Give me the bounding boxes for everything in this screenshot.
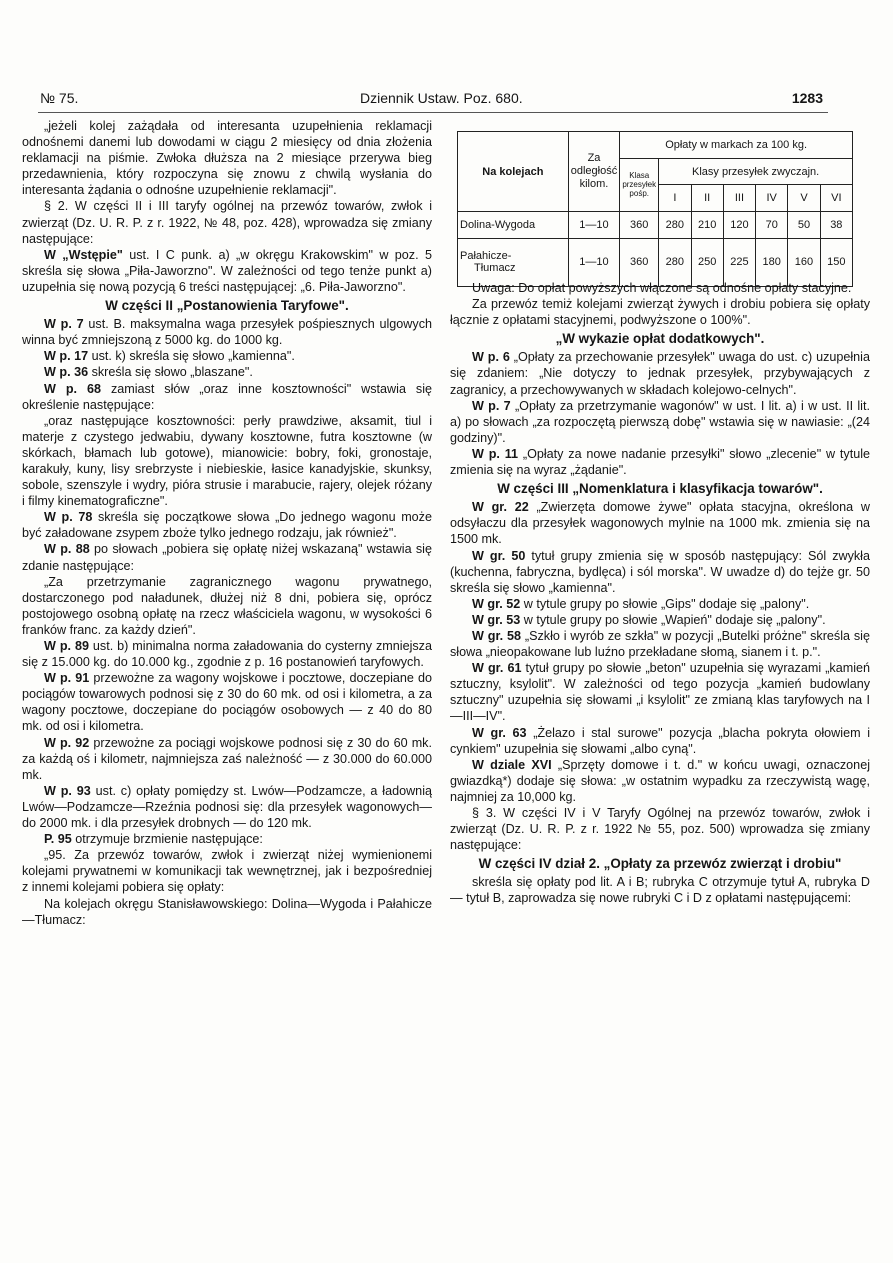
paragraph bbox=[22, 413, 432, 510]
paragraph bbox=[450, 280, 870, 296]
th-class: IV bbox=[756, 185, 788, 212]
fee-cell: 280 bbox=[659, 212, 691, 239]
th-railways: Na kolejach bbox=[458, 132, 569, 212]
paragraph-text: Za przewóz temiż kolejami zwierząt żywych i drobiu pobiera się opłaty łącznie z opłatami stacyjnemi, podwyższone o 100%". bbox=[450, 297, 870, 328]
paragraph-text: przewożne za wagony wojskowe i pocztowe, doczepiane do pociągów towarowych podnosi się z 30 do 60 mk. od osi i kilometra, a za wagony pocztowe, doczepiane do pociągów osobowych — z 40 do 80 mk. od osi i kilometra. bbox=[22, 671, 432, 734]
fee-cell: 180 bbox=[756, 238, 788, 286]
paragraph-lead: W p. 68 bbox=[44, 381, 101, 396]
right-column bbox=[450, 280, 870, 1260]
paragraph-lead: P. 95 bbox=[44, 832, 72, 847]
paragraph-text: w tytule grupy po słowie „Wapień" dodaje się „palony". bbox=[520, 612, 826, 627]
fee-cell: 120 bbox=[723, 212, 755, 239]
paragraph bbox=[450, 874, 870, 906]
journal-title: Dziennik Ustaw. Poz. 680. bbox=[360, 90, 523, 106]
paragraph-lead: W p. 89 bbox=[44, 639, 89, 653]
paragraph bbox=[450, 805, 870, 853]
paragraph-text: „Żelazo i stal surowe" pozycja „blacha pokryta ołowiem i cynkiem" uzupełnia się słowami „albo cyną". bbox=[450, 725, 870, 756]
paragraph-lead: W gr. 61 bbox=[472, 661, 522, 676]
issue-number: № 75. bbox=[40, 90, 79, 106]
section-heading: W części II „Postanowienia Taryfowe". bbox=[105, 298, 349, 314]
paragraph bbox=[450, 596, 870, 612]
paragraph bbox=[450, 628, 870, 660]
fee-cell: 70 bbox=[756, 212, 788, 239]
paragraph-lead: W gr. 53 bbox=[472, 612, 521, 627]
paragraph-text: skreśla się opłaty pod lit. A i B; rubryka C otrzymuje tytuł A, rubryka D — tytuł B, zaprowadza się nowe rubryki C i D z opłatami następującemi: bbox=[450, 875, 870, 906]
paragraph-lead: W p. 6 bbox=[472, 350, 510, 365]
paragraph bbox=[22, 783, 432, 831]
paragraph bbox=[22, 364, 432, 380]
paragraph-text: „95. Za przewóz towarów, zwłok i zwierząt niżej wymienionemi kolejami prywatnemi w komunikacji tak wewnętrznej, jak i bezpośredniej z innemi kolejami pobiera się opłaty: bbox=[22, 848, 432, 895]
paragraph-text: „Sprzęty domowe i t. d." w końcu uwagi, oznaczonej gwiazdką*) dodaje się słowa: „w ostatnim wypadku za rzeczywistą wagę, najmniej za 10,000 kg. bbox=[450, 757, 870, 804]
fee-cell: 160 bbox=[788, 238, 820, 286]
section-heading: „W wykazie opłat dodatkowych". bbox=[555, 331, 765, 347]
paragraph-text: ust. I C punk. a) „w okręgu Krakowskim" w poz. 5 skreśla się słowa „Piła-Jaworzno". W zależności od tego tenże punkt a) uzupełnia się nową pozycją 6 treści następującej: „6. Piła-Jaworzno". bbox=[22, 247, 432, 294]
paragraph bbox=[22, 247, 432, 295]
paragraph-lead: W gr. 50 bbox=[472, 548, 526, 563]
table-row bbox=[458, 212, 853, 239]
paragraph bbox=[450, 548, 870, 596]
paragraph bbox=[22, 670, 432, 734]
header-rule bbox=[38, 112, 828, 113]
paragraph bbox=[450, 725, 870, 757]
paragraph-text: „Opłaty za przechowanie przesyłek" uwaga do ust. c) uzupełnia się zdaniem: „Nie dotyczy to jednak przesyłek, przybywających z zagranicy, a przechowywanych w składach kolejowo-celnych". bbox=[450, 350, 870, 397]
th-class: II bbox=[691, 185, 723, 212]
paragraph-text: „Zwierzęta domowe żywe" opłata stacyjna, określona w odsyłaczu dla przesyłek wagonowych mylnie na 1000 mk. zmienia się na 1500 mk. bbox=[450, 500, 870, 547]
th-class-express: Klasa przesyłek pośp. bbox=[620, 158, 659, 211]
paragraph-lead: W p. 7 bbox=[472, 398, 511, 413]
section-heading: W części IV dział 2. „Opłaty za przewóz zwierząt i drobiu" bbox=[478, 856, 842, 872]
paragraph-lead: W p. 17 bbox=[44, 349, 89, 364]
page-number: 1283 bbox=[791, 90, 823, 106]
paragraph-text: Na kolejach okręgu Stanisławowskiego: Dolina—Wygoda i Pałahicze—Tłumacz: bbox=[22, 896, 432, 927]
paragraph bbox=[450, 296, 870, 328]
paragraph-text: po słowach „pobiera się opłatę niżej wskazaną" wstawia się zdanie następujące: bbox=[22, 542, 432, 573]
paragraph bbox=[22, 735, 432, 783]
paragraph-text: „oraz następujące kosztowności: perły prawdziwe, aksamit, tiul i materje z czystego jedwabiu, dywany kosztowne, futra kosztowne (w skórkach, błamach lub gotowe), mianowicie: bobry, foki, gronostaje, karakuły, kuny, lisy srebrzyste i niebieskie, łasice kanadyjskie, skunksy, sobole, szenszyle i wydry, pióra strusie i marabucie, rajery, olejek różany i filmy kinematograficzne". bbox=[22, 413, 432, 509]
distance-cell: 1—10 bbox=[568, 212, 619, 239]
distance-cell: 1—10 bbox=[568, 238, 619, 286]
fee-cell: 250 bbox=[691, 238, 723, 286]
paragraph-text: „Za przetrzymanie zagranicznego wagonu prywatnego, dostarczonego pod naładunek, dłużej niż 8 dni, pobiera się, oprócz postojowego osobną opłatę na rzecz właściciela wagonu, w wysokości 6 franków franc. za każdy dzień". bbox=[22, 574, 432, 637]
paragraph-text: ust. b) minimalna norma załadowania do cysterny zmniejsza się z 15.000 kg. do 10.000 kg., zgodnie z p. 16 postanowień taryfowych. bbox=[22, 639, 432, 670]
fee-cell: 150 bbox=[820, 238, 852, 286]
paragraph bbox=[450, 349, 870, 397]
left-column bbox=[22, 118, 432, 1258]
railway-name-line: Tłumacz bbox=[474, 262, 516, 275]
paragraph-lead: W gr. 52 bbox=[472, 596, 521, 611]
paragraph-lead: W gr. 63 bbox=[472, 725, 527, 740]
paragraph-lead: W p. 11 bbox=[472, 446, 519, 461]
paragraph bbox=[22, 198, 432, 246]
paragraph bbox=[450, 446, 870, 478]
th-fees: Opłaty w markach za 100 kg. bbox=[620, 132, 853, 159]
paragraph bbox=[22, 381, 432, 413]
section-heading: W części III „Nomenklatura i klasyfikacja towarów". bbox=[497, 481, 823, 497]
paragraph bbox=[22, 638, 432, 670]
paragraph-text: ust. B. maksymalna waga przesyłek pośpiesznych ulgowych winna być zmniejszoną z 5000 kg. do 1000 kg. bbox=[22, 317, 432, 348]
fee-table bbox=[457, 131, 853, 287]
paragraph bbox=[22, 316, 432, 348]
paragraph-lead: W p. 78 bbox=[44, 510, 93, 525]
paragraph-lead: W „Wstępie" bbox=[44, 247, 123, 262]
fee-cell: 38 bbox=[820, 212, 852, 239]
paragraph bbox=[450, 660, 870, 724]
fee-cell: 210 bbox=[691, 212, 723, 239]
paragraph bbox=[22, 541, 432, 573]
paragraph-lead: W p. 88 bbox=[44, 542, 90, 557]
paragraph bbox=[22, 118, 432, 198]
paragraph-text: otrzymuje brzmienie następujące: bbox=[71, 832, 263, 847]
th-class: V bbox=[788, 185, 820, 212]
paragraph bbox=[450, 757, 870, 805]
paragraph-text: „Opłaty za nowe nadanie przesyłki" słowo „zlecenie" w tytule zmienia się na wyraz „żądanie". bbox=[450, 446, 870, 478]
paragraph-lead: W gr. 22 bbox=[472, 500, 529, 515]
express-cell: 360 bbox=[620, 212, 659, 239]
paragraph bbox=[450, 398, 870, 446]
paragraph-lead: W p. 36 bbox=[44, 365, 89, 380]
paragraph bbox=[22, 509, 432, 541]
paragraph-lead: W dziale XVI bbox=[472, 757, 552, 772]
paragraph bbox=[22, 348, 432, 364]
fee-cell: 225 bbox=[723, 238, 755, 286]
paragraph bbox=[450, 612, 870, 628]
express-cell: 360 bbox=[620, 238, 659, 286]
fee-cell: 50 bbox=[788, 212, 820, 239]
paragraph-text: „Opłaty za przetrzymanie wagonów" w ust. I lit. a) i w ust. II lit. a) po słowach „za rozpoczętą pierwszą dobę" wstawia się w nawiasie: „(24 godziny)". bbox=[450, 398, 870, 445]
paragraph-text: tytuł grupy zmienia się w sposób następujący: Sól zwykła (kuchenna, fabryczna, bydlęca) i sól morska". W uwadze d) do tejże gr. 50 skreśla się słowo „kamienna". bbox=[450, 548, 870, 595]
paragraph-text: skreśla się początkowe słowa „Do jednego wagonu może być załadowane zsypem zboże tylko jednego rodzaju, jak również". bbox=[22, 510, 432, 541]
th-class: VI bbox=[820, 185, 852, 212]
paragraph-text: przewożne za pociągi wojskowe podnosi się z 30 do 60 mk. za każdą oś i kilometr, najmniejsza zaś należność — z 30.000 do 60.000 mk. bbox=[22, 735, 432, 782]
paragraph bbox=[22, 831, 432, 847]
paragraph-text: „jeżeli kolej zażądała od interesanta uzupełnienia reklamacji odnośnemi danemi lub dowodami w ciągu 2 miesięcy od dnia złożenia reklamacji na piśmie. Zwłoka dłuższa na 2 miesiące przerywa bieg przedawnienia, który rozpoczyna się znowu z chwilą wysłania do interesanta żądania o odnośne uzupełnienie reklamacji". bbox=[22, 119, 432, 198]
paragraph-lead: W p. 91 bbox=[44, 671, 90, 686]
paragraph-lead: W p. 92 bbox=[44, 735, 90, 750]
paragraph bbox=[22, 847, 432, 895]
paragraph-text: § 3. W części IV i V Taryfy Ogólnej na przewóz towarów, zwłok i zwierząt (Dz. U. R. P. z r. 1922 № 55, poz. 500) wprowadza się zmiany następujące: bbox=[450, 806, 870, 853]
paragraph-lead: W gr. 58 bbox=[472, 628, 522, 643]
paragraph bbox=[22, 896, 432, 928]
fee-cell: 280 bbox=[659, 238, 691, 286]
paragraph-text: w tytule grupy po słowie „Gips" dodaje się „palony". bbox=[520, 596, 810, 611]
paragraph-text: tytuł grupy po słowie „beton" uzupełnia się wyrazami „kamień sztuczny, ksylolit". W zależności od tego pozycja „kamień budowlany sztuczny" uzupełnia się słowami „i ksylolit" ze zmianą klas taryfowych na I—III—IV". bbox=[450, 661, 870, 724]
th-class: III bbox=[723, 185, 755, 212]
paragraph-text: „Szkło i wyrób ze szkła" w pozycji „Butelki próżne" skreśla się słowa „nieopakowane lub luźno przekładane słomą, sianem i t. p.". bbox=[450, 628, 870, 660]
paragraph-lead: W p. 93 bbox=[44, 783, 91, 798]
paragraph-text: ust. k) skreśla się słowo „kamienna". bbox=[88, 349, 295, 364]
paragraph-lead: W p. 7 bbox=[44, 317, 84, 332]
paragraph-text: zamiast słów „oraz inne kosztowności" wstawia się określenie następujące: bbox=[22, 381, 432, 412]
paragraph-text: § 2. W części II i III taryfy ogólnej na przewóz towarów, zwłok i zwierząt (Dz. U. R. P. z r. 1922, № 48, poz. 428), wprowadza się zmiany następujące: bbox=[22, 199, 432, 246]
th-distance: Za odległość kilom. bbox=[568, 132, 619, 212]
railway-name: Dolina-Wygoda bbox=[458, 212, 569, 239]
paragraph-text: skreśla się słowo „blaszane". bbox=[88, 365, 253, 380]
paragraph bbox=[22, 574, 432, 638]
paragraph-text: ust. c) opłaty pomiędzy st. Lwów—Podzamcze, a ładownią Lwów—Podzamcze—Rzeźnia podnosi się: dla przesyłek wagonowych—do 2000 mk. i dla przesyłek drobnych — do 120 mk. bbox=[22, 783, 432, 831]
railway-name-line: Pałahicze- bbox=[460, 250, 512, 263]
paragraph-text: Uwaga: Do opłat powyższych włączone są odnośne opłaty stacyjne. bbox=[472, 281, 852, 295]
page-header bbox=[40, 90, 823, 112]
th-ordinary: Klasy przesyłek zwyczajn. bbox=[659, 158, 853, 185]
paragraph bbox=[450, 499, 870, 547]
th-class: I bbox=[659, 185, 691, 212]
